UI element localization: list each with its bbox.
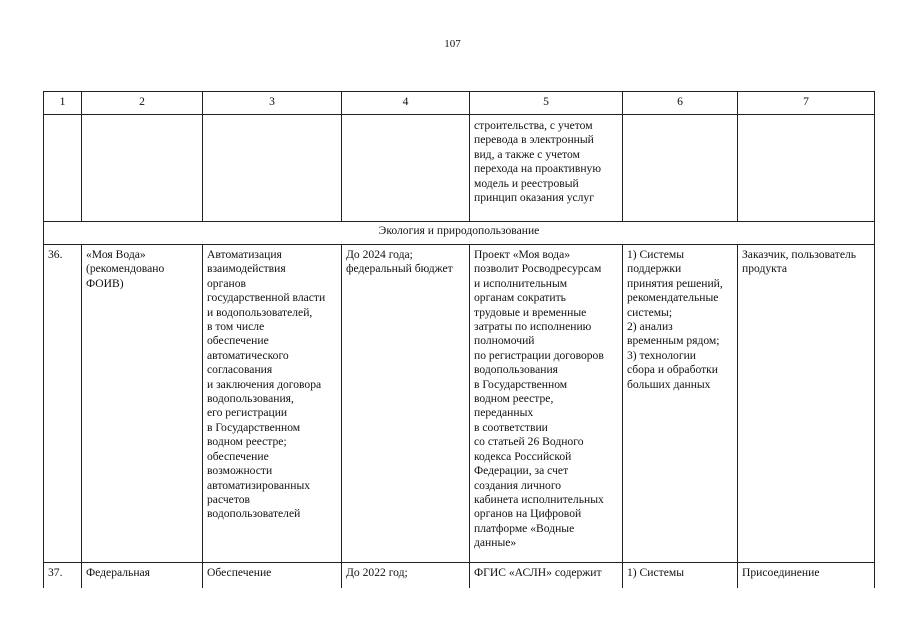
header-cell-4: 4 — [342, 92, 470, 115]
continuation-row — [44, 115, 875, 222]
header-cell-2: 2 — [82, 92, 203, 115]
row-number: 37. — [44, 563, 82, 589]
project-description: Обеспечение — [203, 563, 342, 589]
project-role: Присоединение — [738, 563, 875, 589]
project-technologies: 1) Системы поддержки принятия решений, рекомендательные системы; 2) анализ временным рядом; 3) технологии сбора и обработки больших данных — [623, 245, 738, 563]
project-role: Заказчик, пользователь продукта — [738, 245, 875, 563]
cell-empty — [44, 115, 82, 222]
header-cell-6: 6 — [623, 92, 738, 115]
project-deadline: До 2022 год; — [342, 563, 470, 589]
cell-empty — [738, 115, 875, 222]
project-technologies: 1) Системы — [623, 563, 738, 589]
table-header-row — [44, 92, 875, 115]
cell-empty — [623, 115, 738, 222]
project-name: «Моя Вода» (рекомендовано ФОИВ) — [82, 245, 203, 563]
project-deadline: До 2024 года; федеральный бюджет — [342, 245, 470, 563]
cell-empty — [203, 115, 342, 222]
header-cell-5: 5 — [470, 92, 623, 115]
cell-empty — [342, 115, 470, 222]
project-effect: Проект «Моя вода» позволит Росводресурсам и исполнительным органам сократить трудовые и временные затраты по исполнению полномочий по регистрации договоров водопользования в Государственном водном реестре, переданных в соответствии со статьей 26 Водного кодекса Российской Федерации, за счет создания личного кабинета исполнительных органов на Цифровой платформе «Водные данные» — [470, 245, 623, 563]
page-number: 107 — [444, 38, 461, 50]
table-row — [44, 563, 875, 589]
table-row — [44, 245, 875, 563]
document-table — [43, 91, 875, 588]
header-cell-3: 3 — [203, 92, 342, 115]
cell-empty — [82, 115, 203, 222]
project-description: Автоматизация взаимодействия органов государственной власти и водопользователей, в том числе обеспечение автоматического согласования и заключения договора водопользования, его регистрации в Государственном водном реестре; обеспечение возможности автоматизированных расчетов водопользователей — [203, 245, 342, 563]
continuation-effect-cell: строительства, с учетом перевода в электронный вид, а также с учетом перехода на проактивную модель и реестровый принцип оказания услуг — [470, 115, 623, 222]
section-row — [44, 222, 875, 245]
row-number: 36. — [44, 245, 82, 563]
project-name: Федеральная — [82, 563, 203, 589]
header-cell-7: 7 — [738, 92, 875, 115]
section-title: Экология и природопользование — [44, 222, 875, 245]
project-effect: ФГИС «АСЛН» содержит — [470, 563, 623, 589]
header-cell-1: 1 — [44, 92, 82, 115]
